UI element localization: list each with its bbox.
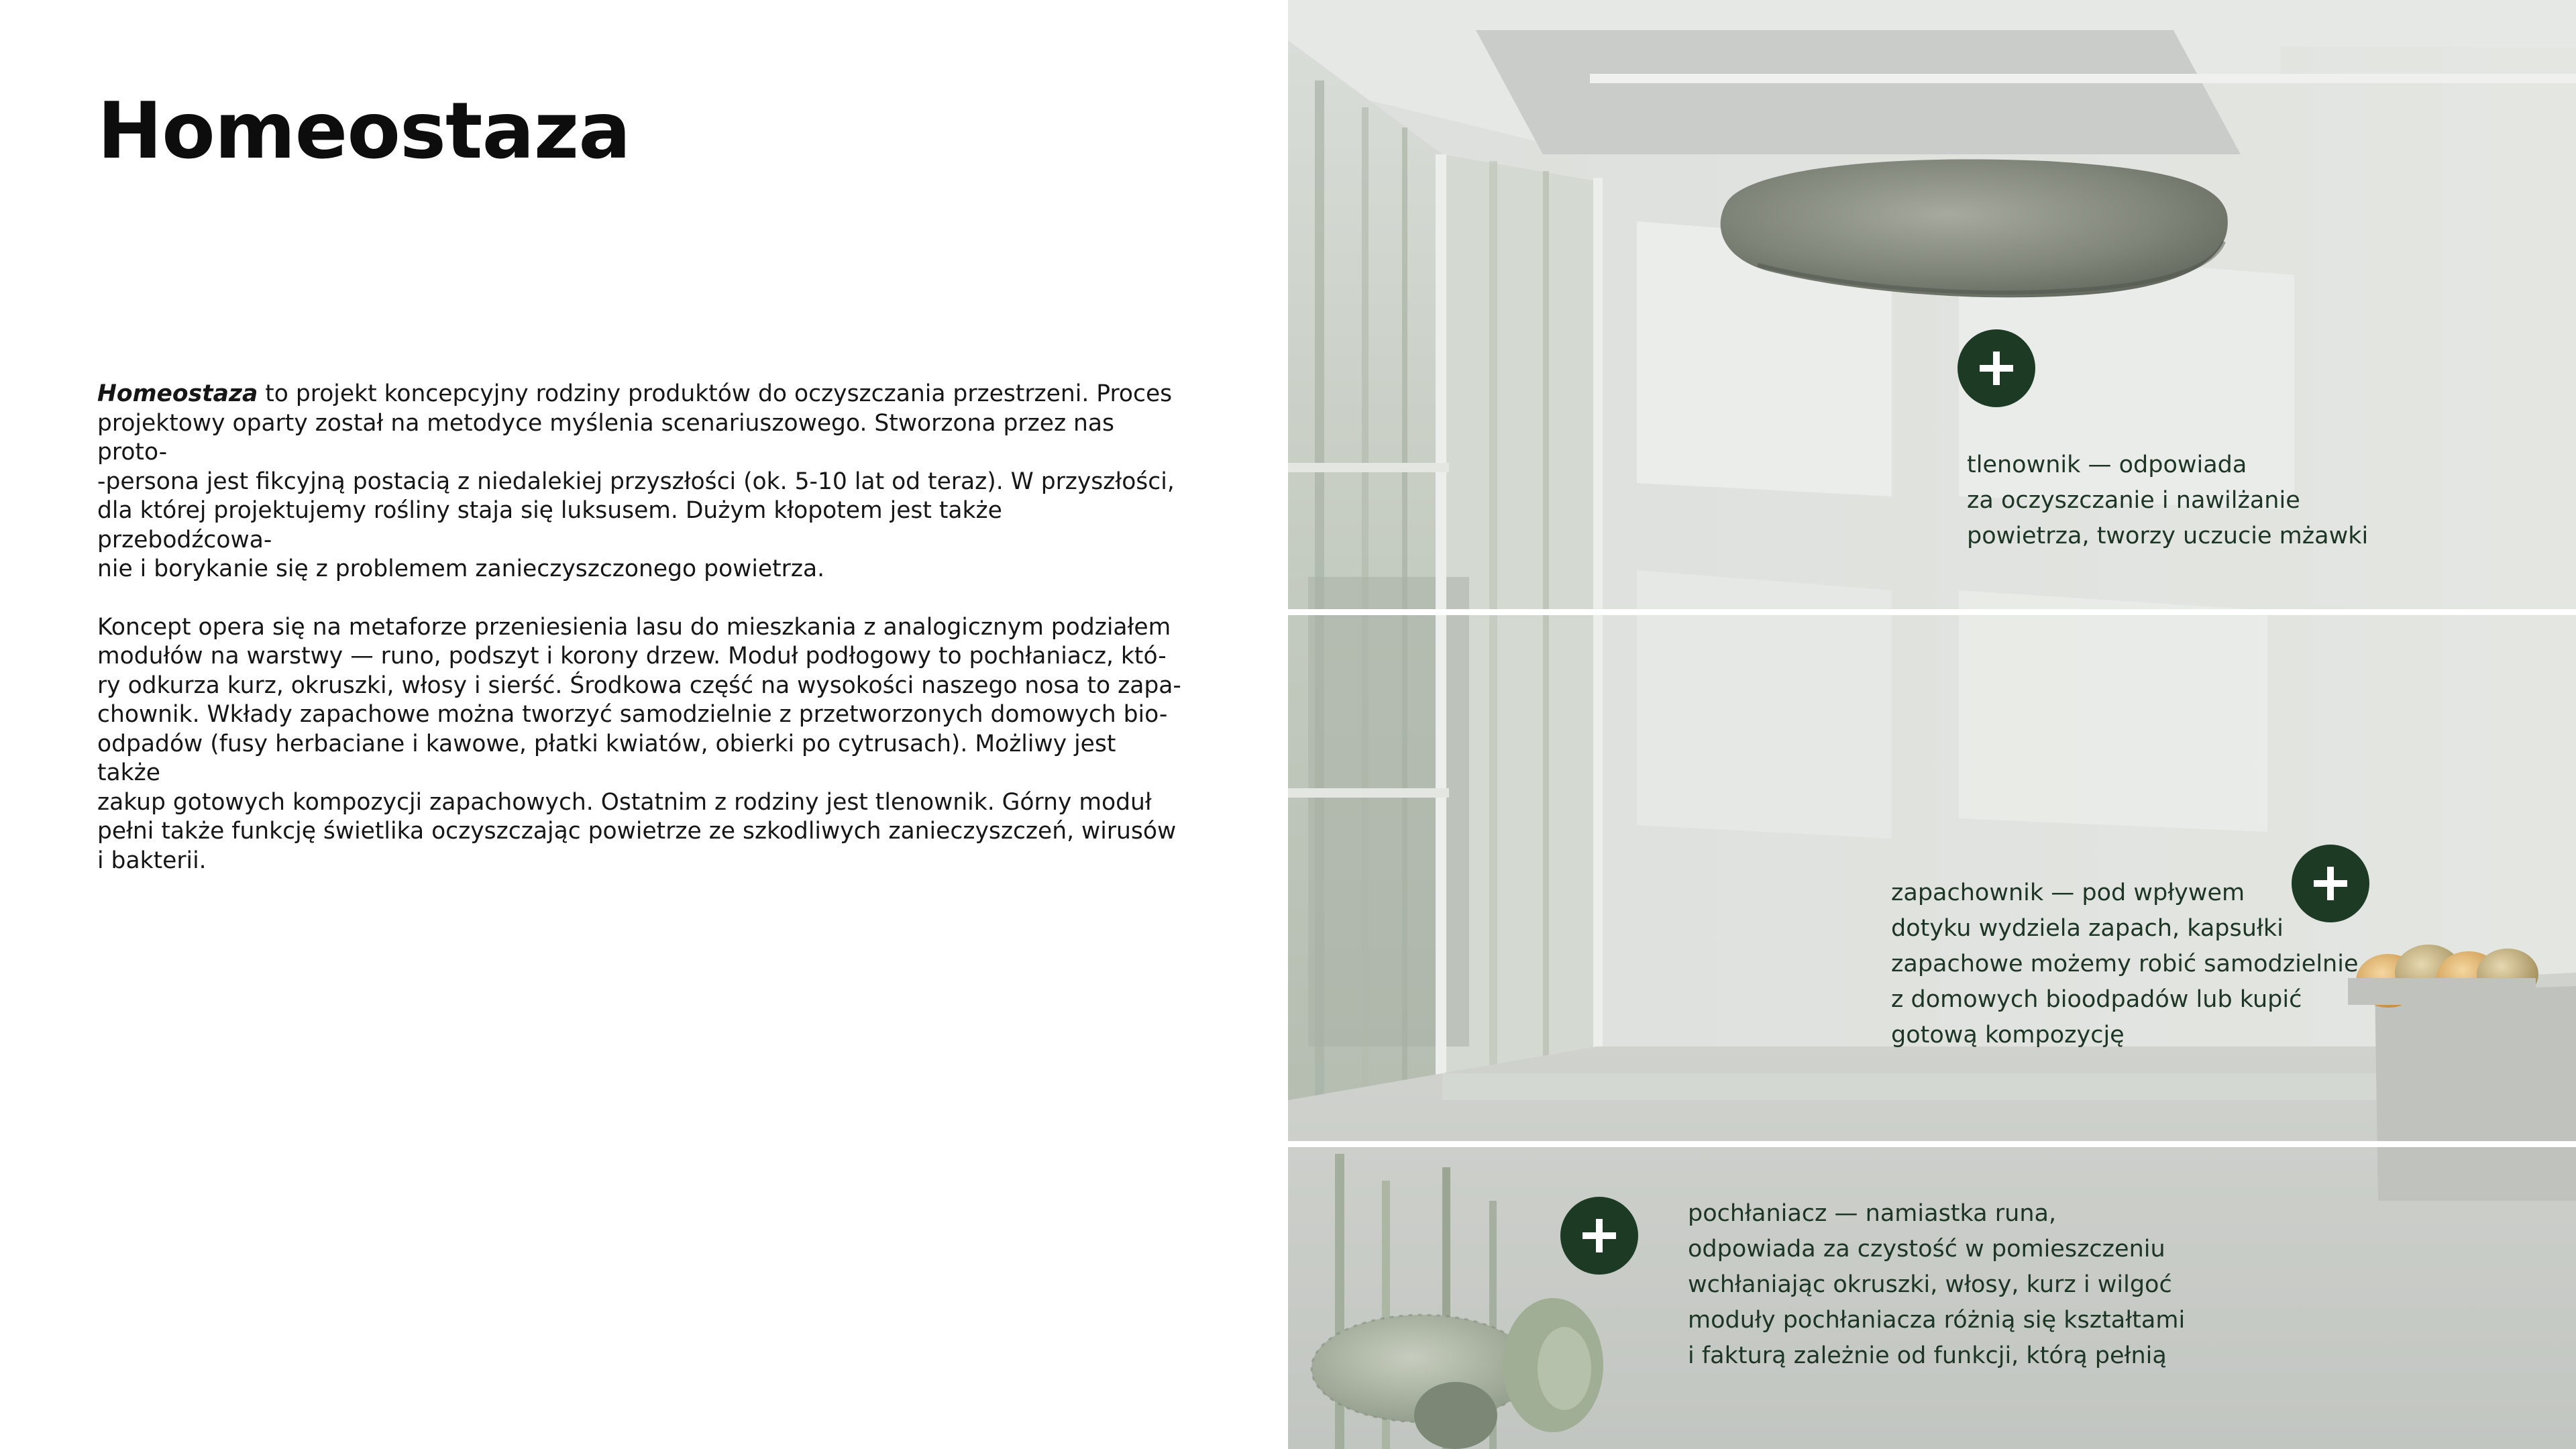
plus-icon xyxy=(1957,329,2035,407)
description-text xyxy=(97,380,1184,904)
section-divider-2 xyxy=(1288,1141,2576,1147)
page-title: Homeostaza xyxy=(97,86,631,176)
intro-paragraph-1: Homeostaza to projekt koncepcyjny rodziny produktów do oczyszczania przestrzeni. Proces projektowy oparty został na metodyce myślenia scenariuszowego. Stworzona przez nas proto- -persona jest fikcyjną postacią z niedalekiej przyszłości (ok. 5-10 lat od teraz). W przyszłości, dla której projektujemy rośliny staja się luksusem. Dużym kłopotem jest także przebodźcowa- nie i borykanie się z problemem zanieczyszczonego powietrza. xyxy=(97,380,1175,582)
product-render-panel xyxy=(1288,0,2576,1449)
plus-icon xyxy=(1560,1197,1638,1275)
pochlaniacz-caption: pochłaniacz — namiastka runa, odpowiada za czystość w pomieszczeniu wchłaniając okruszki, włosy, kurz i wilgoć moduły pochłaniacza różnią się kształtami i fakturą zależnie od funkcji, którą pełnią xyxy=(1688,1200,2186,1369)
intro-paragraph-2: Koncept opera się na metaforze przeniesienia lasu do mieszkania z analogicznym podziałem modułów na warstwy — runo, podszyt i korony drzew. Moduł podłogowy to pochłaniacz, któ- ry odkurza kurz, okruszki, włosy i sierść. Środkowa część na wysokości naszego nosa to zapa- chownik. Wkłady zapachowe można tworzyć samodzielnie z przetworzonych domowych bio- odpadów (fusy herbaciane i kawowe, płatki kwiatów, obierki po cytrusach). Możliwy jest także zakup gotowych kompozycji zapachowych. Ostatnim z rodziny jest tlenownik. Górny moduł pełni także funkcję świetlika oczyszczając powietrze ze szkodliwych zanieczyszczeń, wirusów i bakterii. xyxy=(97,613,1181,874)
tlenownik-plus-button[interactable] xyxy=(1957,329,2035,407)
tlenownik-caption: tlenownik — odpowiada za oczyszczanie i nawilżanie powietrza, tworzy uczucie mżawki xyxy=(1967,451,2369,549)
pochlaniacz-plus-button[interactable] xyxy=(1560,1197,1638,1275)
zapachownik-caption: zapachownik — pod wpływem dotyku wydziela zapach, kapsułki zapachowe możemy robić samodzielnie z domowych bioodpadów lub kupić gotową kompozycję xyxy=(1891,879,2359,1049)
project-name-emphasis: Homeostaza xyxy=(97,380,258,407)
section-divider-1 xyxy=(1288,609,2576,615)
